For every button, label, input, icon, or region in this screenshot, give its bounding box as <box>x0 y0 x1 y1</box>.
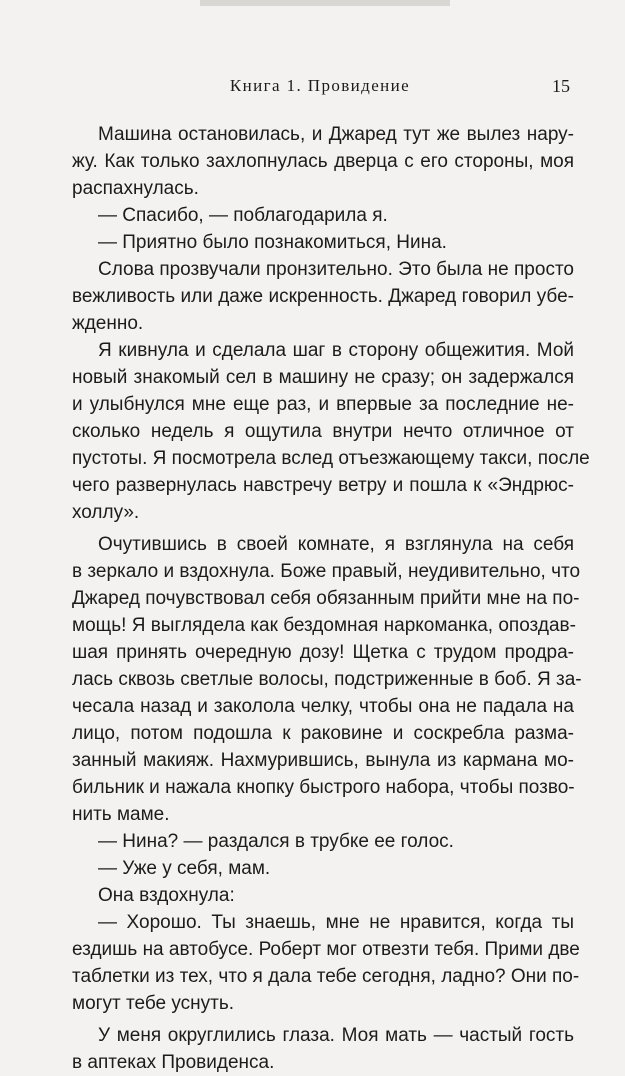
text-line: лицо, потом подошла к раковине и соскребла размa- <box>72 723 574 744</box>
text-line: Слова прозвучали пронзительно. Это была не просто <box>98 259 574 280</box>
text-line: и улыбнулся мне еще раз, и впервые за последние не- <box>72 394 574 415</box>
text-line: бильник и нажала кнопку быстрого набора, чтобы позво- <box>72 777 575 798</box>
text-line: — Хорошо. Ты знаешь, мне не нравится, когда ты <box>98 912 574 933</box>
text-line: пустоты. Я посмотрела вслед отъезжающему такси, после <box>72 448 590 469</box>
text-line: мощь! Я выглядела как бездомная наркоманка, опоздав- <box>72 615 576 636</box>
text-line: холлу». <box>72 502 140 523</box>
text-line: — Нина? — раздался в трубке ее голос. <box>98 831 454 852</box>
text-line: могут тебе уснуть. <box>72 993 235 1014</box>
text-line: таблетки из тех, что я дала тебе сегодня, ладно? Они по- <box>72 966 580 987</box>
text-line: У меня округлились глаза. Моя мать — частый гость <box>98 1025 574 1046</box>
text-line: чесала назад и заколола челку, чтобы она не падала на <box>72 696 574 717</box>
text-line: Машина остановилась, и Джаред тут же вылез нару- <box>98 124 574 145</box>
text-line: жденно. <box>72 313 144 334</box>
text-line: — Уже у себя, мам. <box>98 858 271 879</box>
text-line: ездишь на автобусе. Роберт мог отвезти тебя. Прими две <box>72 939 580 960</box>
text-line: сколько недель я ощутила внутри нечто отличное от <box>72 421 574 442</box>
text-line: в аптеках Провиденса. <box>72 1052 275 1073</box>
text-line: жу. Как только захлопнулась дверца с его стороны, моя <box>72 151 574 172</box>
text-line: Она вздохнула: <box>98 885 235 906</box>
text-line: распахнулась. <box>72 178 199 199</box>
text-line: Я кивнула и сделала шаг в сторону общежития. Мой <box>98 340 574 361</box>
text-line: в зеркало и вздохнула. Боже правый, неудивительно, что <box>72 561 581 582</box>
running-head <box>0 76 625 100</box>
text-line: Очутившись в своей комнате, я взглянула на себя <box>98 534 574 555</box>
text-line: — Приятно было познакомиться, Нина. <box>98 232 447 253</box>
text-line: — Спасибо, — поблагодарила я. <box>98 205 388 226</box>
text-line: новый знакомый сел в машину не сразу; он задержался <box>72 367 574 388</box>
text-line: шая принять очередную дозу! Щетка с трудом продра- <box>72 642 574 663</box>
text-line: лась сквозь светлые волосы, подстриженные в боб. Я за- <box>72 669 582 690</box>
text-line: чего развернулась навстречу ветру и пошла к «Эндрюс- <box>72 475 574 496</box>
page-number: 15 <box>552 76 570 96</box>
body-text <box>72 121 590 1076</box>
text-line: нить маме. <box>72 804 170 825</box>
text-line: занный макияж. Нахмурившись, вынула из кармана мо- <box>72 750 574 771</box>
running-head-title: Книга 1. Провидение <box>229 76 411 95</box>
top-edge-shadow <box>200 0 450 6</box>
text-line: вежливость или даже искренность. Джаред говорил убе- <box>72 286 574 307</box>
text-line: Джаред почувствовал себя обязанным прийти мне на по- <box>72 588 580 609</box>
